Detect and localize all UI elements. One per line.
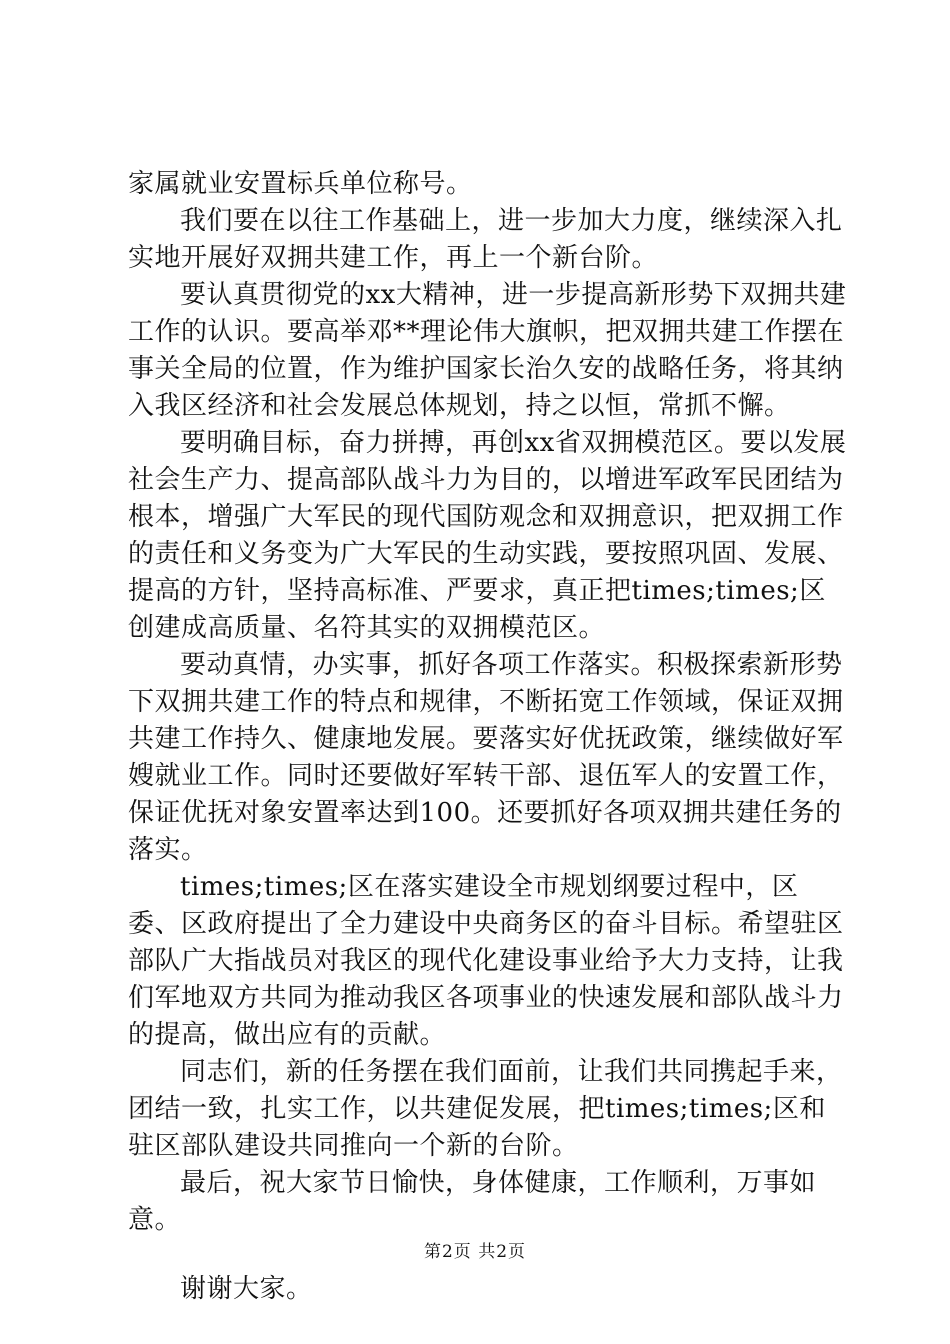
paragraph: 要明确目标，奋力拼搏，再创xx省双拥模范区。要以发展社会生产力、提高部队战斗力为目的，以增进军政军民团结为根本，增强广大军民的现代国防观念和双拥意识，把双拥工作的责任和义务变为广大军民的生动实践，要按照巩固、发展、提高的方针，坚持高标准、严要求，真正把times;times;区创建成高质量、名符其实的双拥模范区。 xyxy=(128,428,847,643)
paragraph: 同志们，新的任务摆在我们面前，让我们共同携起手来，团结一致，扎实工作，以共建促发展，把times;times;区和驻区部队建设共同推向一个新的台阶。 xyxy=(128,1057,843,1161)
paragraph: 要动真情，办实事，抓好各项工作落实。积极探索新形势下双拥共建工作的特点和规律，不断拓宽工作领域，保证双拥共建工作持久、健康地发展。要落实好优抚政策，继续做好军嫂就业工作。同时还要做好军转干部、退伍军人的安置工作，保证优抚对象安置率达到100。还要抓好各项双拥共建任务的落实。 xyxy=(128,650,844,865)
closing-thanks: 谢谢大家。 xyxy=(180,1274,313,1304)
paragraph: 要认真贯彻党的xx大精神，进一步提高新形势下双拥共建工作的认识。要高举邓**理论伟大旗帜，把双拥共建工作摆在事关全局的位置，作为维护国家长治久安的战略任务，将其纳入我区经济和社会发展总体规划，持之以恒，常抓不懈。 xyxy=(128,280,847,421)
paragraph: 最后，祝大家节日愉快，身体健康，工作顺利，万事如意。 xyxy=(128,1168,817,1235)
document-body xyxy=(128,166,848,1308)
page-footer: 第2页 共2页 xyxy=(423,1242,527,1262)
paragraph-continuation: 家属就业安置标兵单位称号。 xyxy=(128,169,473,199)
paragraph: times;times;区在落实建设全市规划纲要过程中，区委、区政府提出了全力建设中央商务区的奋斗目标。希望驻区部队广大指战员对我区的现代化建设事业给予大力支持，让我们军地双方共同为推动我区各项事业的快速发展和部队战斗力的提高，做出应有的贡献。 xyxy=(128,872,844,1050)
paragraph: 我们要在以往工作基础上，进一步加大力度，继续深入扎实地开展好双拥共建工作，再上一个新台阶。 xyxy=(128,206,843,273)
